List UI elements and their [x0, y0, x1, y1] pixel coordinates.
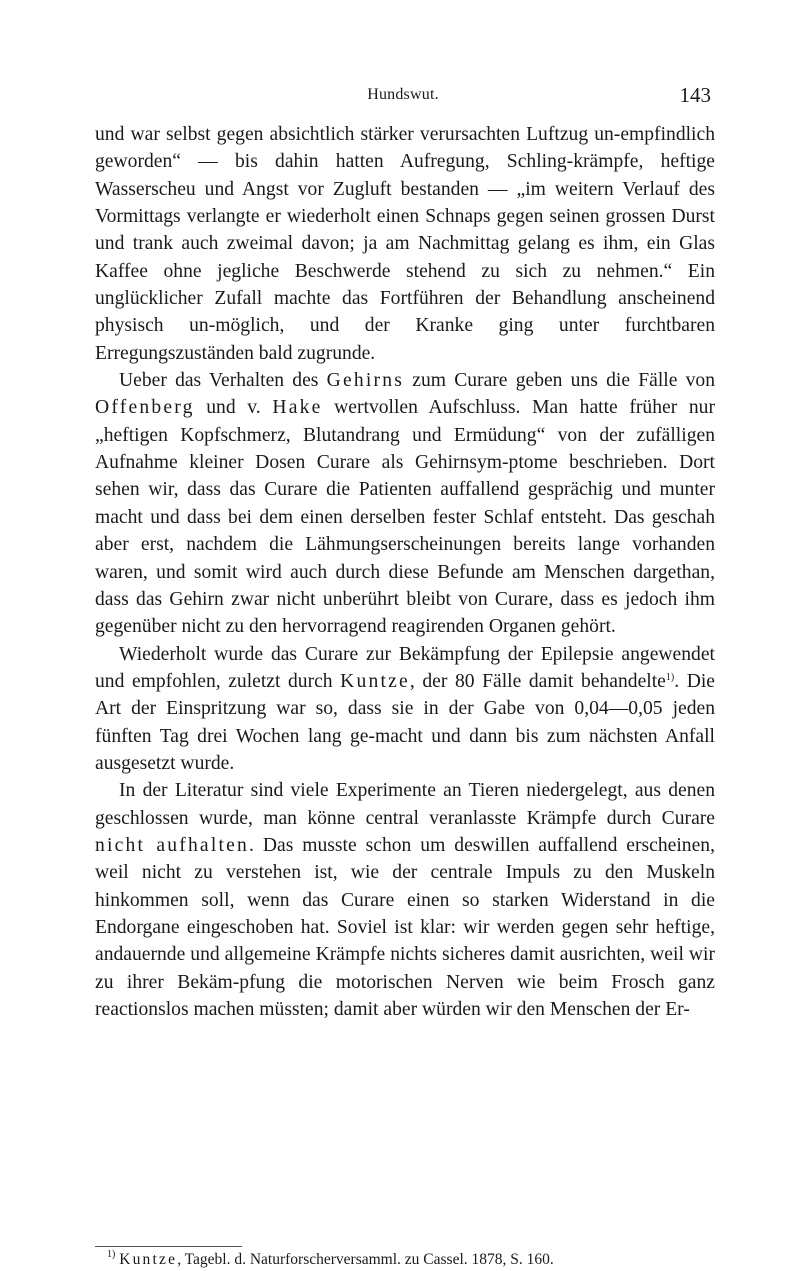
footnote-divider [95, 1246, 242, 1247]
paragraph [95, 367, 715, 640]
text-run: und war selbst gegen absichtlich stärker verursachten Luftzug un-empfindlich geworden“ — bis dahin hatten Aufregung, Schling-krämpfe, heftige Wasserscheu und Angst vor Zugluft bestanden — „im weitern Verlauf des Vormittags verlangte er wiederholt einen Schnaps gegen seinen grossen Durst und trank auch zweimal davon; ja am Nachmittag gelang es ihm, ein Glas Kaffee ohne jegliche Beschwerde stehend zu sich zu nehmen.“ Ein unglücklicher Zufall machte das Fortführen der Behandlung anscheinend physisch un-möglich, und der Kranke ging unter furchtbaren Erregungszuständen bald zugrunde. [95, 124, 715, 364]
footnote-author: Kuntze [119, 1251, 178, 1268]
spaced-name: Kuntze [340, 670, 410, 692]
footnote-text: , Tagebl. d. Naturforscherversamml. zu Cassel. 1878, S. 160. [177, 1251, 554, 1268]
running-title: Hundswut. [367, 86, 439, 103]
text-run: zum Curare geben uns die Fälle von [404, 370, 716, 392]
paragraph [95, 777, 715, 1023]
footnote-marker: 1) [107, 1249, 116, 1260]
spaced-name: nicht aufhalten [95, 834, 250, 856]
text-run: und v. [194, 397, 273, 419]
running-head [95, 83, 711, 110]
text-run: wertvollen Aufschluss. Man hatte früher nur „heftigen Kopfschmerz, Blutandrang und Ermüdung“ von der zufälligen Aufnahme kleiner Dosen Curare als Gehirnsym-ptome beschrieben. Dort sehen wir, dass das Curare die Patienten auffallend gesprächig und munter macht und dass bei dem einen derselben fester Schlaf entsteht. Das geschah aber erst, nachdem die Lähmungserscheinungen bereits lange vorhanden waren, und somit wird auch durch diese Befunde am Menschen dargethan, dass das Gehirn zwar nicht unberührt bleibt von Curare, dass es jedoch ihm gegenüber nicht zu den hervorragend reagirenden Organen gehört. [95, 397, 715, 638]
text-run: Ueber das Verhalten des [119, 370, 327, 392]
text-run: Wiederholt wurde das Curare zur Bekämpfung der Epilepsie angewendet und empfohlen, zuletzt durch [95, 643, 715, 692]
spaced-name: Gehirns [326, 370, 405, 392]
paragraph [95, 641, 715, 778]
footnote-reference: 1) [665, 671, 675, 683]
paragraph [95, 121, 715, 367]
text-run: . Die Art der Einspritzung war so, dass sie in der Gabe von 0,04—0,05 jeden fünften Tag drei Wochen lang ge-macht und dann bis zum nächsten Anfall ausgesetzt wurde. [95, 670, 715, 774]
body-text [95, 121, 715, 1023]
footnote [107, 1251, 707, 1269]
spaced-name: Hake [272, 397, 323, 419]
text-run: In der Literatur sind viele Experimente an Tieren niedergelegt, aus denen geschlossen wurde, man könne central veranlasste Krämpfe durch Curare [95, 780, 715, 829]
text-run: , der 80 Fälle damit behandelte [409, 670, 666, 692]
text-run: . Das musste schon um deswillen auffallend erscheinen, weil nicht zu verstehen ist, wie der centrale Impuls zu den Muskeln hinkommen soll, wenn das Curare einen so starken Widerstand in die Endorgane eingeschoben hat. Soviel ist klar: wir werden gegen sehr heftige, andauernde und allgemeine Krämpfe nichts sicheres damit ausrichten, weil wir zu ihrer Bekäm-pfung die motorischen Nerven wie beim Frosch ganz reactionslos machen müssten; damit aber würden wir den Menschen der Er- [95, 834, 715, 1020]
spaced-name: Offenberg [95, 397, 195, 419]
page-number: 143 [679, 83, 711, 107]
